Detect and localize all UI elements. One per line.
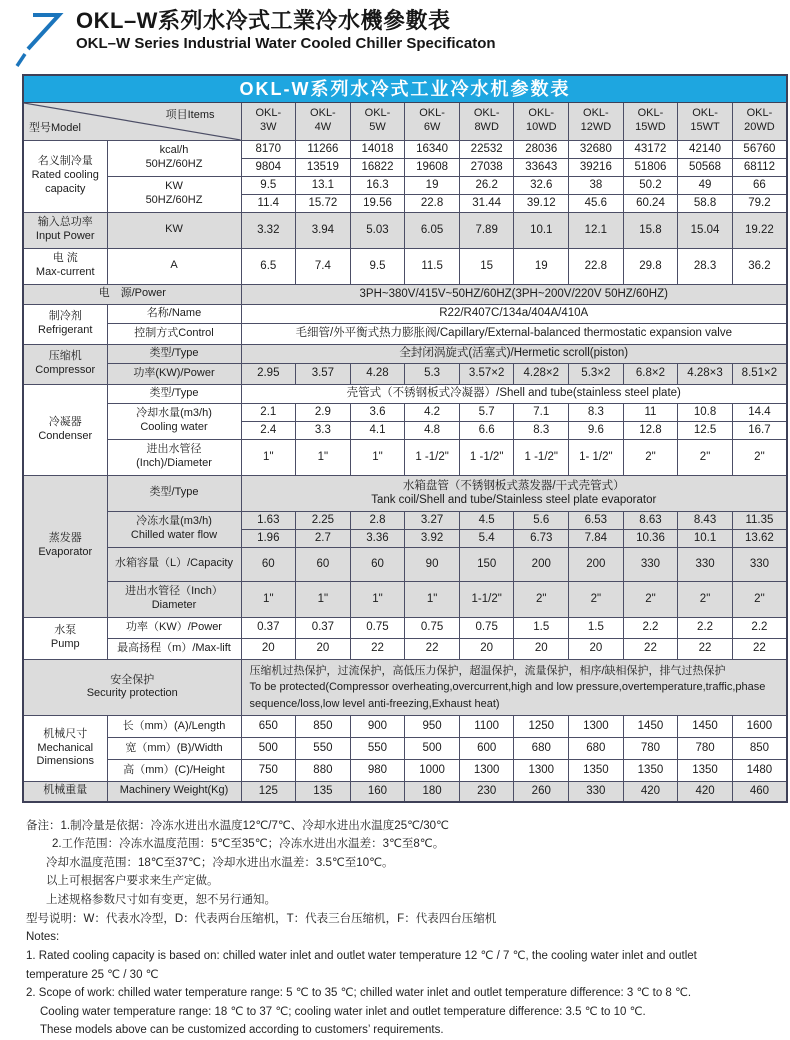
note-line: Cooling water temperature range: 18 ℃ to 37 ℃; cooling water inlet and outlet temperature difference: 3.5 ℃ to 10 ℃. (40, 1003, 774, 1022)
row-power-supply (23, 284, 787, 304)
value-cell: 1300 (459, 760, 514, 782)
value-cell: 79.2 (732, 194, 787, 212)
value-cell: 3.92 (405, 529, 460, 547)
value-cell: 0.37 (296, 617, 351, 638)
value-cell: 3.27 (405, 511, 460, 529)
section-label-input-power: 输入总功率 Input Power (23, 212, 107, 248)
item-rated-kw: KW 50HZ/60HZ (107, 176, 241, 212)
value-evaporator-type: 水箱盘管（不锈钢板式蒸发器/干式壳管式） Tank coil/Shell and tube/Stainless steel plate evaporator (241, 475, 787, 511)
item-input-power: KW (107, 212, 241, 248)
row-length (23, 716, 787, 738)
model-header: OKL- 12WD (569, 102, 624, 140)
value-cell: 8.43 (678, 511, 733, 529)
section-label-dimensions: 机械尺寸 Mechanical Dimensions (23, 716, 107, 782)
section-label-evaporator: 蒸发器 Evaporator (23, 475, 107, 617)
section-label-max-current: 电 流 Max-current (23, 248, 107, 284)
model-header: OKL- 3W (241, 102, 296, 140)
row-width (23, 738, 787, 760)
value-cell: 780 (623, 738, 678, 760)
note-line: Notes: (26, 928, 774, 947)
value-cell: 680 (569, 738, 624, 760)
value-cell: 2.2 (623, 617, 678, 638)
model-header: OKL- 6W (405, 102, 460, 140)
section-label-security: 安全保护 Security protection (23, 659, 241, 716)
value-cell: 56760 (732, 140, 787, 158)
value-cell: 32680 (569, 140, 624, 158)
model-header: OKL- 15WD (623, 102, 678, 140)
item-compressor-power: 功率(KW)/Power (107, 363, 241, 384)
row-evaporator-water-50 (23, 511, 787, 529)
value-cell: 200 (569, 547, 624, 581)
value-cell: 38 (569, 176, 624, 194)
value-cell: 1 -1/2" (459, 439, 514, 475)
value-cell: 150 (459, 547, 514, 581)
value-cell: 500 (241, 738, 296, 760)
corner-cell (23, 102, 241, 140)
value-cell: 330 (569, 782, 624, 802)
value-cell: 11.5 (405, 248, 460, 284)
label-power-supply: 电 源/Power (23, 284, 241, 304)
note-line: 冷却水温度范围：18℃至37℃；冷却水进出水温差：3.5℃至10℃。 (46, 854, 774, 873)
value-cell: 1.63 (241, 511, 296, 529)
value-cell: 3.3 (296, 421, 351, 439)
value-cell: 10.36 (623, 529, 678, 547)
note-line: temperature 25 ℃ / 30 ℃ (26, 966, 774, 985)
value-cell: 2" (732, 439, 787, 475)
section-label-rated: 名义制冷量 Rated cooling capacity (23, 140, 107, 212)
value-cell: 22 (623, 638, 678, 659)
value-cell: 2.2 (732, 617, 787, 638)
item-weight: Machinery Weight(Kg) (107, 782, 241, 802)
value-cell: 125 (241, 782, 296, 802)
value-cell: 880 (296, 760, 351, 782)
value-cell: 4.28 (350, 363, 405, 384)
value-cell: 7.1 (514, 403, 569, 421)
value-cell: 330 (678, 547, 733, 581)
corner-items-label: 项目Items (166, 109, 215, 123)
value-cell: 850 (296, 716, 351, 738)
value-cell: 22 (732, 638, 787, 659)
value-cell: 11266 (296, 140, 351, 158)
notes-block (26, 817, 774, 1040)
value-cell: 60 (350, 547, 405, 581)
note-line: 备注：1.制冷量是依据：冷冻水进出水温度12℃/7℃、冷却水进出水温度25℃/30℃ (26, 817, 774, 836)
row-evaporator-pipe (23, 581, 787, 617)
value-cell: 2.95 (241, 363, 296, 384)
value-cell: 2" (678, 439, 733, 475)
value-cell: 22 (350, 638, 405, 659)
item-evaporator-type: 类型/Type (107, 475, 241, 511)
value-cell: 1" (350, 439, 405, 475)
value-cell: 39.12 (514, 194, 569, 212)
value-cell: 6.8×2 (623, 363, 678, 384)
value-cell: 15.8 (623, 212, 678, 248)
value-cell: 2.2 (678, 617, 733, 638)
value-cell: 13519 (296, 158, 351, 176)
value-cell: 7.84 (569, 529, 624, 547)
model-header: OKL- 20WD (732, 102, 787, 140)
value-cell: 10.1 (678, 529, 733, 547)
value-cell: 10.8 (678, 403, 733, 421)
value-cell: 22 (678, 638, 733, 659)
value-cell: 16340 (405, 140, 460, 158)
value-cell: 20 (241, 638, 296, 659)
value-cell: 43172 (623, 140, 678, 158)
value-cell: 1480 (732, 760, 787, 782)
note-line: 2.工作范围：冷冻水温度范围：5℃至35℃；冷冻水进出水温差：3℃至8℃。 (52, 835, 774, 854)
row-compressor-type (23, 344, 787, 363)
value-cell: 260 (514, 782, 569, 802)
item-length: 长（mm）(A)/Length (107, 716, 241, 738)
value-cell: 15.04 (678, 212, 733, 248)
value-cell: 1100 (459, 716, 514, 738)
value-cell: 27038 (459, 158, 514, 176)
value-cell: 550 (350, 738, 405, 760)
value-cell: 7.4 (296, 248, 351, 284)
value-cell: 950 (405, 716, 460, 738)
value-cell: 6.6 (459, 421, 514, 439)
row-condenser-water-50 (23, 403, 787, 421)
value-cell: 4.5 (459, 511, 514, 529)
value-cell: 4.8 (405, 421, 460, 439)
value-cell: 10.1 (514, 212, 569, 248)
value-cell: 2.25 (296, 511, 351, 529)
value-cell: 780 (678, 738, 733, 760)
model-header: OKL- 10WD (514, 102, 569, 140)
value-cell: 19.22 (732, 212, 787, 248)
value-cell: 22.8 (405, 194, 460, 212)
note-line: 2. Scope of work: chilled water temperature range: 5 ℃ to 35 ℃; chilled water inlet and outlet temperature difference: 3 ℃ to 8 ℃. (26, 984, 774, 1003)
row-input-power (23, 212, 787, 248)
model-header: OKL- 4W (296, 102, 351, 140)
note-line: These models above can be customized according to customers’ requirements. (40, 1021, 774, 1040)
row-compressor-power (23, 363, 787, 384)
value-cell: 2.8 (350, 511, 405, 529)
value-cell: 9.5 (241, 176, 296, 194)
value-cell: 1350 (569, 760, 624, 782)
row-pump-power (23, 617, 787, 638)
value-cell: 14018 (350, 140, 405, 158)
item-condenser-water: 冷却水量(m3/h) Cooling water (107, 403, 241, 439)
value-cell: 11 (623, 403, 678, 421)
value-cell: 550 (296, 738, 351, 760)
value-cell: 8.51×2 (732, 363, 787, 384)
value-cell: 1350 (678, 760, 733, 782)
value-cell: 160 (350, 782, 405, 802)
value-cell: 4.1 (350, 421, 405, 439)
page-subtitle: OKL–W Series Industrial Water Cooled Chiller Specificaton (76, 35, 790, 52)
item-max-current: A (107, 248, 241, 284)
value-cell: 1" (405, 581, 460, 617)
value-cell: 1.5 (514, 617, 569, 638)
row-condenser-pipe (23, 439, 787, 475)
value-cell: 3.36 (350, 529, 405, 547)
value-cell: 9.6 (569, 421, 624, 439)
value-cell: 45.6 (569, 194, 624, 212)
item-refrigerant-control: 控制方式Control (107, 323, 241, 344)
value-cell: 3.57 (296, 363, 351, 384)
value-cell: 68112 (732, 158, 787, 176)
value-cell: 420 (623, 782, 678, 802)
row-rated-kw-50 (23, 176, 787, 194)
value-condenser-type: 壳管式（不锈钢板式冷凝器）/Shell and tube(stainless steel plate) (241, 384, 787, 403)
value-cell: 15.72 (296, 194, 351, 212)
value-cell: 31.44 (459, 194, 514, 212)
value-cell: 850 (732, 738, 787, 760)
model-header: OKL- 8WD (459, 102, 514, 140)
value-cell: 12.8 (623, 421, 678, 439)
value-cell: 1" (241, 581, 296, 617)
value-cell: 6.73 (514, 529, 569, 547)
item-evaporator-capacity: 水箱容量（L）/Capacity (107, 547, 241, 581)
value-cell: 2" (623, 439, 678, 475)
value-cell: 12.5 (678, 421, 733, 439)
value-cell: 9.5 (350, 248, 405, 284)
value-cell: 60.24 (623, 194, 678, 212)
model-header: OKL- 15WT (678, 102, 733, 140)
item-condenser-pipe: 进出水管径 (Inch)/Diameter (107, 439, 241, 475)
value-cell: 330 (732, 547, 787, 581)
value-cell: 1300 (514, 760, 569, 782)
note-line: 型号说明：W：代表水冷型，D：代表两台压缩机，T：代表三台压缩机，F：代表四台压缩机 (26, 910, 774, 929)
value-cell: 22.8 (569, 248, 624, 284)
value-cell: 58.8 (678, 194, 733, 212)
value-cell: 3.94 (296, 212, 351, 248)
row-refrigerant-control (23, 323, 787, 344)
value-cell: 2.7 (296, 529, 351, 547)
value-cell: 22 (405, 638, 460, 659)
value-cell: 6.05 (405, 212, 460, 248)
value-cell: 20 (459, 638, 514, 659)
value-cell: 8.3 (569, 403, 624, 421)
value-compressor-type: 全封闭涡旋式(活塞式)/Hermetic scroll(piston) (241, 344, 787, 363)
value-cell: 1- 1/2" (569, 439, 624, 475)
value-refrigerant-control: 毛细管/外平衡式热力膨胀阀/Capillary/External-balanced thermostatic expansion valve (241, 323, 787, 344)
row-weight (23, 782, 787, 802)
value-cell: 42140 (678, 140, 733, 158)
value-cell: 20 (296, 638, 351, 659)
section-label-compressor: 压缩机 Compressor (23, 344, 107, 384)
value-cell: 1.96 (241, 529, 296, 547)
value-cell: 650 (241, 716, 296, 738)
value-cell: 16.3 (350, 176, 405, 194)
value-cell: 19608 (405, 158, 460, 176)
value-cell: 330 (623, 547, 678, 581)
value-cell: 2.4 (241, 421, 296, 439)
value-cell: 5.3 (405, 363, 460, 384)
value-security: 压缩机过热保护，过流保护，高低压力保护，超温保护，流量保护，相序/缺相保护，排气过热保护 To be protected(Compressor overheating,overcurrent,high and low pressure,overtemperature,traffic,phase sequence/loss,low level anti-freezing,Exhaust heat) (241, 659, 787, 716)
value-cell: 0.75 (350, 617, 405, 638)
row-height (23, 760, 787, 782)
value-cell: 0.75 (459, 617, 514, 638)
value-cell: 8.3 (514, 421, 569, 439)
value-cell: 1600 (732, 716, 787, 738)
value-cell: 3.6 (350, 403, 405, 421)
section-label-condenser: 冷凝器 Condenser (23, 384, 107, 475)
value-cell: 460 (732, 782, 787, 802)
value-cell: 200 (514, 547, 569, 581)
item-height: 高（mm）(C)/Height (107, 760, 241, 782)
value-cell: 980 (350, 760, 405, 782)
row-pump-lift (23, 638, 787, 659)
section-label-weight: 机械重量 (23, 782, 107, 802)
row-rated-kcal-50 (23, 140, 787, 158)
value-cell: 20 (569, 638, 624, 659)
value-cell: 2.9 (296, 403, 351, 421)
value-cell: 1300 (569, 716, 624, 738)
value-cell: 33643 (514, 158, 569, 176)
value-cell: 420 (678, 782, 733, 802)
value-cell: 8170 (241, 140, 296, 158)
model-header: OKL- 5W (350, 102, 405, 140)
note-line: 1. Rated cooling capacity is based on: chilled water inlet and outlet water temperature 12 ℃ / 7 ℃, the cooling water inlet and outlet (26, 947, 774, 966)
value-cell: 4.28×3 (678, 363, 733, 384)
value-cell: 2.1 (241, 403, 296, 421)
value-cell: 12.1 (569, 212, 624, 248)
value-cell: 1450 (678, 716, 733, 738)
value-cell: 22532 (459, 140, 514, 158)
value-cell: 60 (296, 547, 351, 581)
value-cell: 11.4 (241, 194, 296, 212)
value-cell: 5.3×2 (569, 363, 624, 384)
value-cell: 28036 (514, 140, 569, 158)
value-cell: 135 (296, 782, 351, 802)
value-cell: 50.2 (623, 176, 678, 194)
value-cell: 5.7 (459, 403, 514, 421)
value-cell: 1" (241, 439, 296, 475)
spec-table (22, 74, 788, 803)
note-line: 上述规格参数尺寸如有变更，恕不另行通知。 (46, 891, 774, 910)
table-title: OKL-W系列水冷式工业冷水机参数表 (23, 75, 787, 102)
value-cell: 32.6 (514, 176, 569, 194)
value-cell: 15 (459, 248, 514, 284)
value-cell: 66 (732, 176, 787, 194)
value-cell: 6.53 (569, 511, 624, 529)
value-cell: 1000 (405, 760, 460, 782)
value-cell: 1" (296, 581, 351, 617)
value-cell: 750 (241, 760, 296, 782)
value-cell: 19.56 (350, 194, 405, 212)
value-refrigerant-name: R22/R407C/134a/404A/410A (241, 304, 787, 323)
value-cell: 900 (350, 716, 405, 738)
row-max-current (23, 248, 787, 284)
item-pump-lift: 最高扬程（m）/Max-lift (107, 638, 241, 659)
value-cell: 2" (569, 581, 624, 617)
value-cell: 2" (623, 581, 678, 617)
value-cell: 500 (405, 738, 460, 760)
value-cell: 3.32 (241, 212, 296, 248)
value-cell: 2" (514, 581, 569, 617)
value-cell: 19 (405, 176, 460, 194)
value-cell: 1" (350, 581, 405, 617)
item-refrigerant-name: 名称/Name (107, 304, 241, 323)
value-cell: 1350 (623, 760, 678, 782)
item-evaporator-pipe: 进出水管径（Inch） Diameter (107, 581, 241, 617)
section-label-pump: 水泵 Pump (23, 617, 107, 659)
value-cell: 20 (514, 638, 569, 659)
value-cell: 1.5 (569, 617, 624, 638)
value-cell: 14.4 (732, 403, 787, 421)
corner-model-label: 型号Model (29, 122, 81, 136)
value-cell: 5.03 (350, 212, 405, 248)
logo-arrow-icon (13, 6, 65, 68)
value-cell: 1 -1/2" (514, 439, 569, 475)
value-cell: 1-1/2" (459, 581, 514, 617)
value-cell: 4.28×2 (514, 363, 569, 384)
value-cell: 1450 (623, 716, 678, 738)
item-rated-kcal: kcal/h 50HZ/60HZ (107, 140, 241, 176)
value-cell: 13.1 (296, 176, 351, 194)
value-cell: 49 (678, 176, 733, 194)
value-cell: 6.5 (241, 248, 296, 284)
value-cell: 26.2 (459, 176, 514, 194)
table-title-row (23, 75, 787, 102)
page-title: OKL–W系列水冷式工業冷水機參數表 (76, 8, 790, 34)
note-line: 以上可根据客户要求来生产定做。 (46, 872, 774, 891)
value-cell: 39216 (569, 158, 624, 176)
item-compressor-type: 类型/Type (107, 344, 241, 363)
value-cell: 28.3 (678, 248, 733, 284)
item-pump-power: 功率（KW）/Power (107, 617, 241, 638)
value-cell: 16.7 (732, 421, 787, 439)
value-cell: 180 (405, 782, 460, 802)
item-evaporator-water: 冷冻水量(m3/h) Chilled water flow (107, 511, 241, 547)
value-cell: 1 -1/2" (405, 439, 460, 475)
value-cell: 60 (241, 547, 296, 581)
value-cell: 29.8 (623, 248, 678, 284)
value-cell: 16822 (350, 158, 405, 176)
row-evaporator-capacity (23, 547, 787, 581)
value-cell: 600 (459, 738, 514, 760)
value-cell: 11.35 (732, 511, 787, 529)
row-security (23, 659, 787, 716)
value-cell: 90 (405, 547, 460, 581)
value-cell: 19 (514, 248, 569, 284)
value-cell: 5.4 (459, 529, 514, 547)
value-cell: 8.63 (623, 511, 678, 529)
page-header (0, 0, 790, 68)
value-cell: 4.2 (405, 403, 460, 421)
value-cell: 7.89 (459, 212, 514, 248)
value-cell: 36.2 (732, 248, 787, 284)
value-cell: 1250 (514, 716, 569, 738)
item-condenser-type: 类型/Type (107, 384, 241, 403)
value-cell: 0.37 (241, 617, 296, 638)
value-power-supply: 3PH~380V/415V~50HZ/60HZ(3PH~200V/220V 50HZ/60HZ) (241, 284, 787, 304)
value-cell: 5.6 (514, 511, 569, 529)
row-refrigerant-name (23, 304, 787, 323)
value-cell: 2" (678, 581, 733, 617)
item-width: 宽（mm）(B)/Width (107, 738, 241, 760)
value-cell: 13.62 (732, 529, 787, 547)
value-cell: 50568 (678, 158, 733, 176)
row-evaporator-type (23, 475, 787, 511)
value-cell: 680 (514, 738, 569, 760)
value-cell: 3.57×2 (459, 363, 514, 384)
row-condenser-type (23, 384, 787, 403)
section-label-refrigerant: 制冷剂 Refrigerant (23, 304, 107, 344)
value-cell: 2" (732, 581, 787, 617)
value-cell: 230 (459, 782, 514, 802)
value-cell: 0.75 (405, 617, 460, 638)
value-cell: 51806 (623, 158, 678, 176)
value-cell: 1" (296, 439, 351, 475)
value-cell: 9804 (241, 158, 296, 176)
model-header-row (23, 102, 787, 140)
